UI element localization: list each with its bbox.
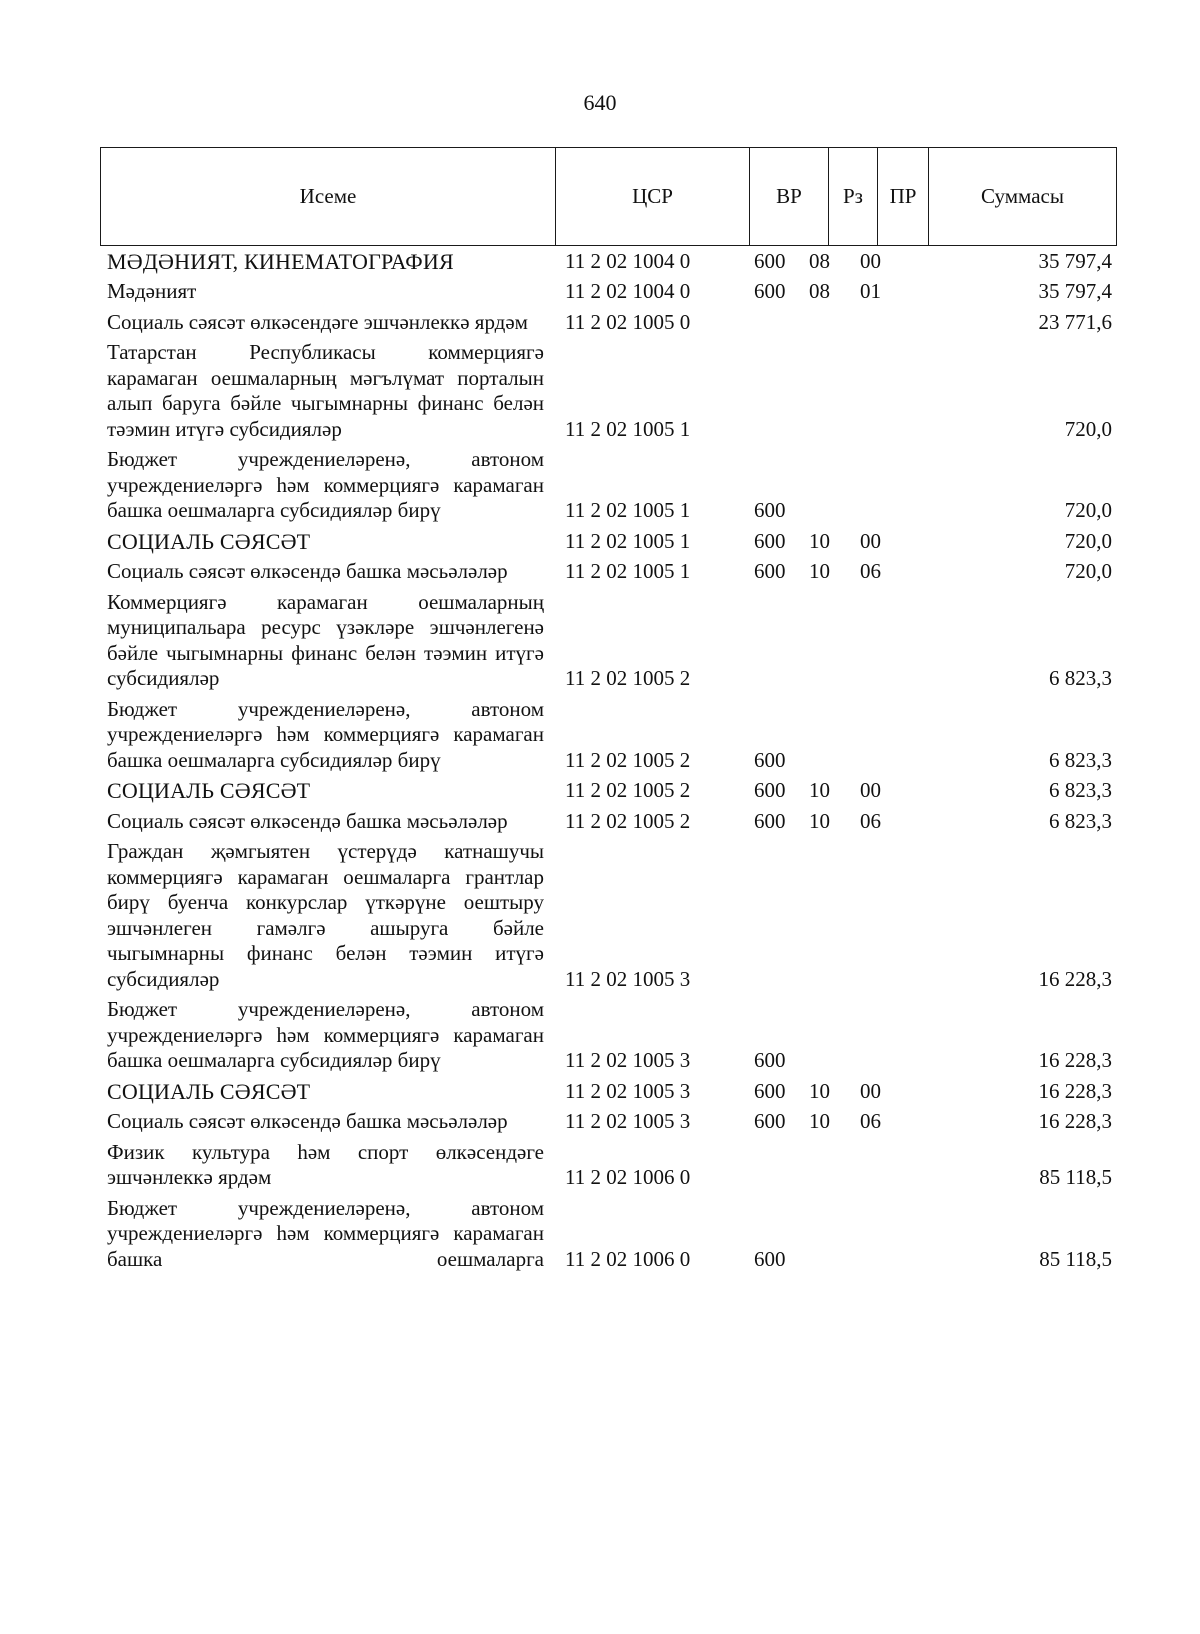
table-row	[107, 445, 1112, 527]
row-pr: 00	[860, 248, 881, 273]
table-row	[107, 526, 1112, 557]
row-name: Коммерциягә карамаган оешмаларның муниципальара ресурс үзәкләре эшчәнлегенә бәйле чыгымнарны финанс белән тәэмин итүгә субсидияләр	[107, 589, 544, 690]
row-rz: 10	[809, 1109, 830, 1133]
row-csr: 11 2 02 1006 0	[565, 1246, 691, 1271]
row-pr: 06	[860, 1109, 881, 1133]
row-rz: 10	[809, 528, 830, 553]
row-name: Физик культура һәм спорт өлкәсендәге эшчәнлеккә ярдәм	[107, 1139, 544, 1189]
row-csr: 11 2 02 1005 2	[565, 747, 691, 772]
row-vr: 600	[754, 279, 786, 303]
row-rz: 10	[809, 1078, 830, 1103]
table-row	[107, 1193, 1112, 1275]
row-csr: 11 2 02 1005 0	[565, 309, 691, 334]
table-body	[107, 246, 1112, 1275]
row-sum: 16 228,3	[1038, 1078, 1112, 1103]
row-sum: 6 823,3	[1049, 747, 1112, 772]
table-row	[107, 338, 1112, 445]
row-vr: 600	[754, 1078, 786, 1103]
table-row	[107, 587, 1112, 694]
row-vr: 600	[754, 559, 786, 583]
table-header	[100, 147, 1117, 246]
table-row	[107, 246, 1112, 277]
header-pr: ПР	[877, 148, 928, 245]
row-sum: 85 118,5	[1039, 1165, 1112, 1189]
row-name: Татарстан Республикасы коммерциягә карамаган оешмаларның мәгълүмат порталын алып баруга бәйле чыгымнарны финанс белән тәэмин итүгә субсидияләр	[107, 340, 544, 441]
row-rz: 10	[809, 559, 830, 583]
row-sum: 720,0	[1064, 528, 1112, 553]
row-csr: 11 2 02 1005 1	[565, 559, 691, 583]
table-row	[107, 806, 1112, 837]
table-row	[107, 694, 1112, 776]
table-row	[107, 277, 1112, 308]
row-csr: 11 2 02 1005 1	[565, 498, 691, 522]
row-sum: 6 823,3	[1049, 666, 1112, 690]
row-csr: 11 2 02 1004 0	[565, 248, 691, 273]
table-row	[107, 776, 1112, 807]
row-rz: 10	[809, 778, 830, 802]
row-name: Социаль сәясәт өлкәсендә башка мәсьәләләр	[107, 808, 508, 833]
row-vr: 600	[754, 1246, 786, 1271]
row-csr: 11 2 02 1005 1	[565, 528, 691, 553]
table-row	[107, 837, 1112, 995]
row-name: Бюджет учреждениеләренә, автоном учреждениеләргә һәм коммерциягә карамаган башка оешмаларга субсидияләр бирү	[107, 696, 544, 772]
row-csr: 11 2 02 1005 3	[565, 966, 691, 991]
row-vr: 600	[754, 1048, 786, 1072]
row-csr: 11 2 02 1005 3	[565, 1048, 691, 1072]
row-sum: 35 797,4	[1038, 248, 1112, 273]
row-name: Бюджет учреждениеләренә, автоном учреждениеләргә һәм коммерциягә карамаган башка оешмаларга субсидияләр бирү	[107, 997, 544, 1072]
row-name: Бюджет учреждениеләренә, автоном учреждениеләргә һәм коммерциягә карамаган башка оешмаларга	[107, 1195, 544, 1271]
row-sum: 16 228,3	[1038, 1048, 1112, 1072]
row-rz: 10	[809, 808, 830, 833]
row-csr: 11 2 02 1005 3	[565, 1078, 691, 1103]
row-name: Граждан җәмгыятен үстерүдә катнашучы коммерциягә карамаган оешмаларга грантлар бирү буенча конкурслар үткәрүне оештыру эшчәнлеген гамәлгә ашыруга бәйле чыгымнарны финанс белән тәэмин итүгә субсидияләр	[107, 839, 544, 991]
table-row	[107, 307, 1112, 338]
row-vr: 600	[754, 498, 786, 522]
page-number: 640	[583, 90, 617, 115]
table-row	[107, 1076, 1112, 1107]
row-name: СОЦИАЛЬ СӘЯСӘТ	[107, 528, 311, 554]
row-pr: 00	[860, 778, 881, 802]
row-sum: 35 797,4	[1038, 279, 1112, 303]
row-vr: 600	[754, 248, 786, 273]
row-name: СОЦИАЛЬ СӘЯСӘТ	[107, 778, 311, 803]
row-csr: 11 2 02 1006 0	[565, 1165, 691, 1189]
row-csr: 11 2 02 1005 1	[565, 416, 691, 441]
row-vr: 600	[754, 808, 786, 833]
row-csr: 11 2 02 1005 3	[565, 1109, 691, 1133]
table-row	[107, 1107, 1112, 1138]
header-vr: ВР	[749, 148, 828, 245]
header-name: Исеме	[299, 184, 357, 208]
row-vr: 600	[754, 1109, 786, 1133]
row-name: Социаль сәясәт өлкәсендә башка мәсьәләләр	[107, 1109, 508, 1133]
row-name: СОЦИАЛЬ СӘЯСӘТ	[107, 1078, 311, 1104]
row-name: Социаль сәясәт өлкәсендәге эшчәнлеккә ярдәм	[107, 309, 528, 334]
row-sum: 720,0	[1064, 559, 1112, 583]
row-sum: 16 228,3	[1038, 966, 1112, 991]
table-row	[107, 557, 1112, 588]
row-sum: 16 228,3	[1038, 1109, 1112, 1133]
row-csr: 11 2 02 1005 2	[565, 778, 691, 802]
row-sum: 85 118,5	[1039, 1246, 1112, 1271]
row-name: Бюджет учреждениеләренә, автоном учреждениеләргә һәм коммерциягә карамаган башка оешмаларга субсидияләр бирү	[107, 447, 544, 522]
row-pr: 01	[860, 279, 881, 303]
row-vr: 600	[754, 747, 786, 772]
row-rz: 08	[809, 279, 830, 303]
row-sum: 720,0	[1064, 498, 1112, 522]
row-vr: 600	[754, 778, 786, 802]
row-csr: 11 2 02 1005 2	[565, 666, 691, 690]
table-row	[107, 995, 1112, 1077]
row-sum: 23 771,6	[1038, 309, 1112, 334]
row-vr: 600	[754, 528, 786, 553]
row-name: МӘДӘНИЯТ, КИНЕМАТОГРАФИЯ	[107, 248, 454, 274]
row-pr: 00	[860, 528, 881, 553]
header-rz: Рз	[828, 148, 877, 245]
row-pr: 00	[860, 1078, 881, 1103]
header-sum: Суммасы	[928, 148, 1116, 245]
row-name: Социаль сәясәт өлкәсендә башка мәсьәләләр	[107, 559, 508, 583]
row-pr: 06	[860, 559, 881, 583]
row-csr: 11 2 02 1005 2	[565, 808, 691, 833]
table-row	[107, 1137, 1112, 1193]
row-sum: 6 823,3	[1049, 778, 1112, 802]
header-csr: ЦСР	[555, 148, 749, 245]
row-name: Мәдәният	[107, 279, 197, 303]
row-pr: 06	[860, 808, 881, 833]
row-csr: 11 2 02 1004 0	[565, 279, 691, 303]
row-sum: 6 823,3	[1049, 808, 1112, 833]
row-rz: 08	[809, 248, 830, 273]
row-sum: 720,0	[1064, 416, 1112, 441]
